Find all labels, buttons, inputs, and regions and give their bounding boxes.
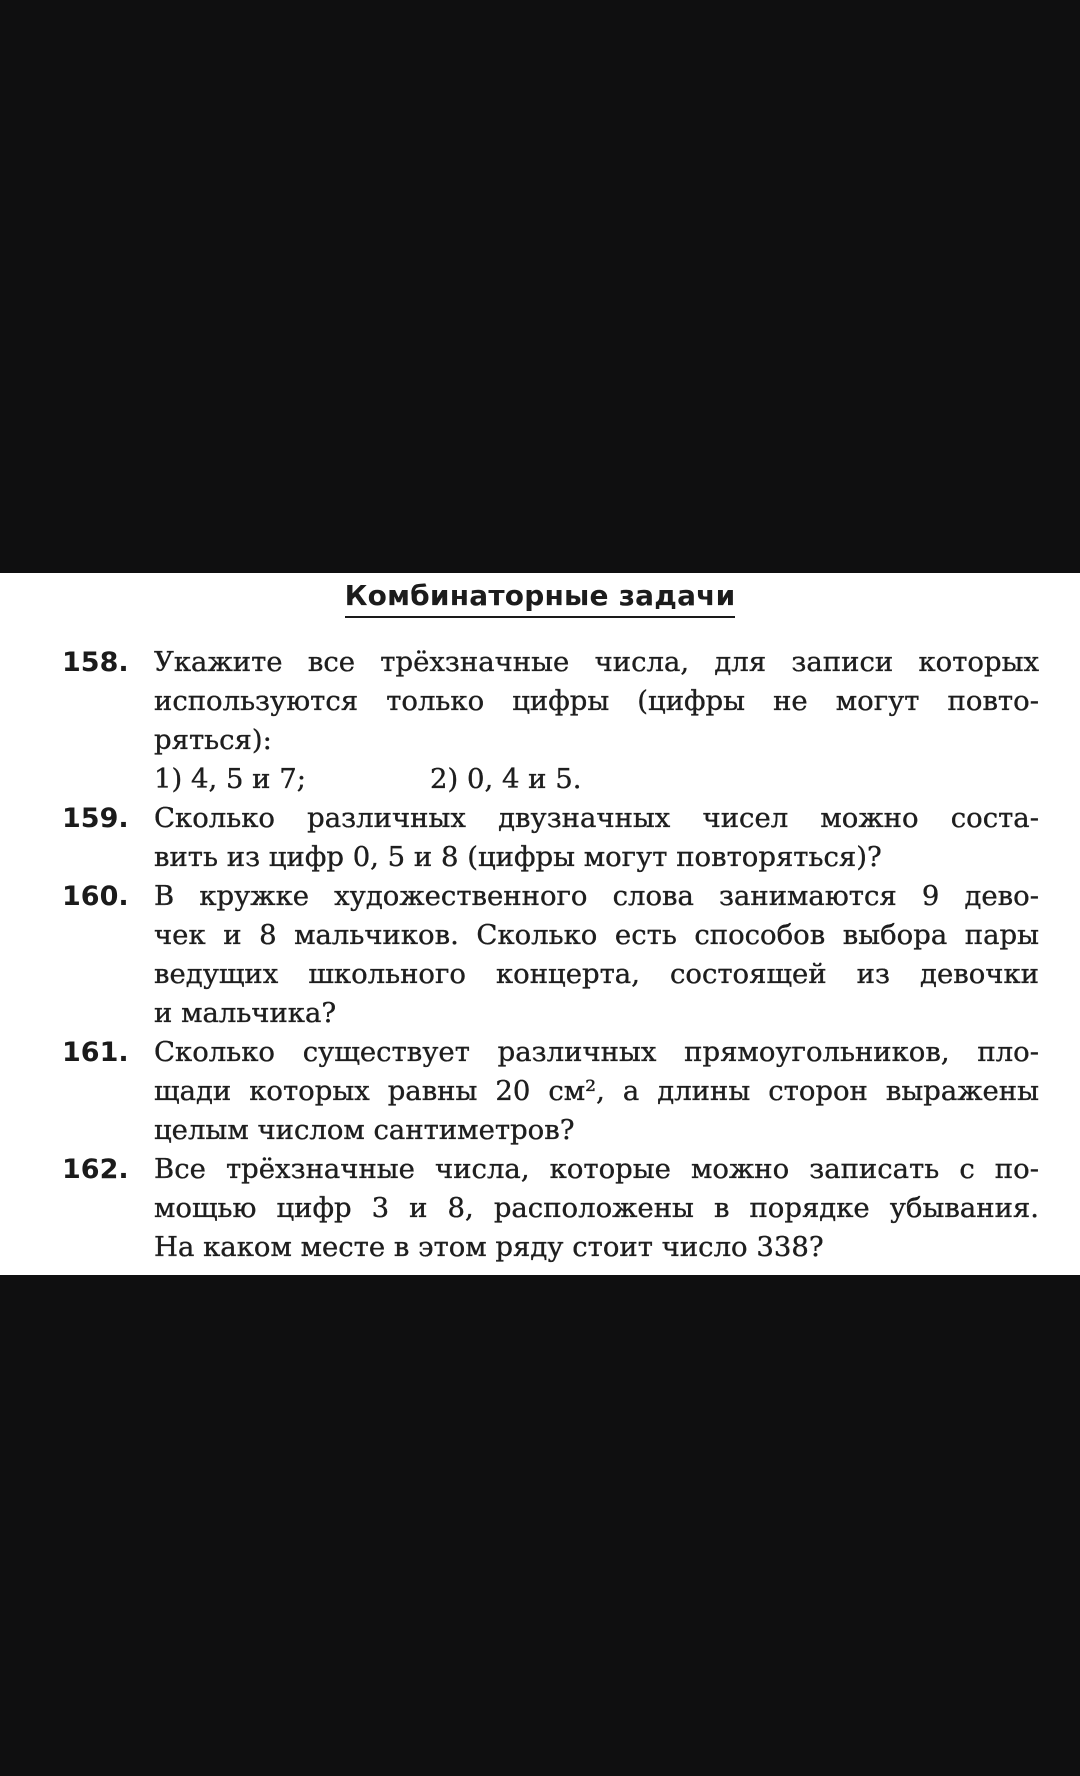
problem-text-line: ведущих школьного концерта, состоящей из девочки <box>154 958 1039 990</box>
problem-text-line: щади которых равны 20 см², а длины сторон выражены <box>154 1075 1039 1107</box>
problem-number: 158. <box>62 647 129 678</box>
problem-text-line: На каком месте в этом ряду стоит число 338? <box>154 1231 824 1263</box>
textbook-page <box>0 573 1080 1275</box>
problem-text-line: Все трёхзначные числа, которые можно записать с по- <box>154 1153 1039 1185</box>
problem-number: 161. <box>62 1037 129 1068</box>
problem-text-line: В кружке художественного слова занимаются 9 дево- <box>154 880 1039 912</box>
problem-text-line: вить из цифр 0, 5 и 8 (цифры могут повторяться)? <box>154 841 882 873</box>
section-heading-wrap <box>0 573 1080 618</box>
problem-option-2: 2) 0, 4 и 5. <box>430 763 582 795</box>
problem-text-line: используются только цифры (цифры не могут повто- <box>154 685 1039 717</box>
problem-text-line: чек и 8 мальчиков. Сколько есть способов выбора пары <box>154 919 1039 951</box>
problem-option-1: 1) 4, 5 и 7; <box>154 763 307 795</box>
problem-text-line: мощью цифр 3 и 8, расположены в порядке убывания. <box>154 1192 1039 1224</box>
problem-text-line: и мальчика? <box>154 997 337 1029</box>
problem-text-line: целым числом сантиметров? <box>154 1114 575 1146</box>
problem-text-line: Укажите все трёхзначные числа, для записи которых <box>154 646 1039 678</box>
problem-text-line: Сколько различных двузначных чисел можно соста- <box>154 802 1039 834</box>
section-title: Комбинаторные задачи <box>345 579 736 618</box>
problem-number: 159. <box>62 803 129 834</box>
problem-number: 160. <box>62 881 129 912</box>
problem-text-line: ряться): <box>154 724 272 756</box>
problem-text-line: Сколько существует различных прямоугольников, пло- <box>154 1036 1039 1068</box>
problem-number: 162. <box>62 1154 129 1185</box>
